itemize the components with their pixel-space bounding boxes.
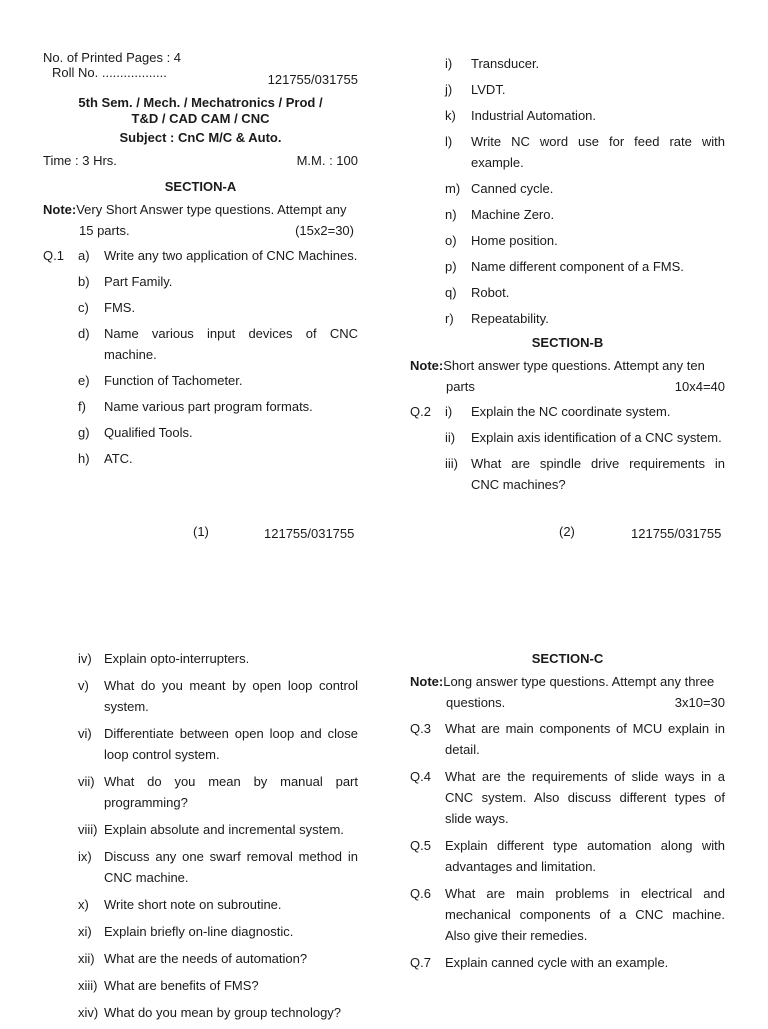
item-text: Name various input devices of CNC machine.	[104, 326, 358, 362]
item-label: q)	[445, 285, 457, 300]
course-line-1: 5th Sem. / Mech. / Mechatronics / Prod /	[78, 95, 323, 110]
item-text: Qualified Tools.	[104, 425, 193, 440]
page-number-2: (2)	[559, 524, 575, 539]
question-number: Q.3	[410, 721, 431, 736]
item-label: vi)	[78, 726, 92, 741]
question-2-item	[410, 401, 725, 422]
section-c-title: SECTION-C	[531, 651, 604, 666]
item-text: Canned cycle.	[471, 181, 554, 196]
item-label: j)	[445, 82, 453, 97]
note-marks: 10x4=40	[674, 379, 725, 394]
item-text: Machine Zero.	[471, 207, 555, 222]
question-number: Q.7	[410, 955, 431, 970]
item-text: Discuss any one swarf removal method in CNC machine.	[104, 849, 358, 885]
item-label: b)	[78, 274, 90, 289]
list-item	[445, 282, 725, 303]
item-label: vii)	[78, 774, 95, 789]
question-item	[410, 952, 725, 973]
item-label: k)	[445, 108, 456, 123]
roll-no: Roll No. ..................	[52, 65, 167, 80]
footer-code-2: 121755/031755	[631, 526, 722, 541]
item-text: Write short note on subroutine.	[104, 897, 282, 912]
footer-code-1: 121755/031755	[264, 526, 355, 541]
section-a-title: SECTION-A	[164, 179, 237, 194]
list-item	[78, 675, 358, 717]
list-item	[78, 975, 358, 996]
list-item	[445, 178, 725, 199]
question-number: Q.2	[410, 404, 431, 419]
course-title	[43, 95, 358, 127]
note-marks: (15x2=30)	[295, 223, 354, 238]
item-text: ATC.	[104, 451, 133, 466]
item-label: a)	[78, 248, 90, 263]
item-label: r)	[445, 311, 454, 326]
item-text: Name different component of a FMS.	[471, 259, 684, 274]
item-label: iii)	[445, 456, 458, 471]
item-text: What are spindle drive requirements in CNC machines?	[471, 456, 725, 492]
list-item	[78, 1002, 358, 1023]
item-text: What do you meant by open loop control system.	[104, 678, 358, 714]
item-text: FMS.	[104, 300, 136, 315]
page-2	[410, 53, 725, 500]
question-item	[410, 835, 725, 877]
item-text: Explain opto-interrupters.	[104, 651, 250, 666]
list-item	[78, 648, 358, 669]
question-text: Explain canned cycle with an example.	[445, 955, 669, 970]
time: Time : 3 Hrs.	[43, 153, 117, 168]
item-label: iv)	[78, 651, 92, 666]
list-item	[445, 230, 725, 251]
list-item	[78, 422, 358, 443]
note-text: Very Short Answer type questions. Attempt any	[76, 202, 347, 217]
note-text: Long answer type questions. Attempt any three	[443, 674, 715, 689]
page-number-1: (1)	[193, 524, 209, 539]
question-item	[410, 766, 725, 829]
item-text: Home position.	[471, 233, 558, 248]
list-item	[78, 396, 358, 417]
list-item	[78, 921, 358, 942]
item-label: o)	[445, 233, 457, 248]
item-label: f)	[78, 399, 86, 414]
list-item	[445, 256, 725, 277]
question-item	[410, 883, 725, 946]
list-item	[78, 323, 358, 365]
list-item	[445, 453, 725, 495]
item-label: xi)	[78, 924, 92, 939]
section-b-note	[410, 355, 725, 376]
item-text: Explain the NC coordinate system.	[471, 404, 671, 419]
question-number: Q.1	[43, 248, 64, 263]
list-item	[78, 271, 358, 292]
section-c-note	[410, 671, 725, 692]
note-cont: questions.	[446, 695, 506, 710]
item-text: Function of Tachometer.	[104, 373, 243, 388]
item-text: Explain axis identification of a CNC system.	[471, 430, 722, 445]
item-text: What do you mean by group technology?	[104, 1005, 342, 1020]
item-text: What are the needs of automation?	[104, 951, 308, 966]
item-label: v)	[78, 678, 89, 693]
item-text: What are benefits of FMS?	[104, 978, 259, 993]
list-item	[445, 427, 725, 448]
page-4	[410, 648, 725, 979]
item-label: ix)	[78, 849, 92, 864]
item-label: i)	[445, 56, 453, 71]
item-text: Explain absolute and incremental system.	[104, 822, 344, 837]
note-label: Note:	[43, 202, 77, 217]
item-label: viii)	[78, 822, 98, 837]
item-label: g)	[78, 425, 90, 440]
item-label: c)	[78, 300, 89, 315]
question-number: Q.4	[410, 769, 431, 784]
question-text: What are main components of MCU explain in detail.	[445, 721, 725, 757]
section-a-note	[43, 199, 358, 220]
note-marks: 3x10=30	[674, 695, 725, 710]
item-label: xiii)	[78, 978, 98, 993]
item-text: Industrial Automation.	[471, 108, 597, 123]
item-label: i)	[445, 404, 453, 419]
item-label: xii)	[78, 951, 95, 966]
list-item	[445, 79, 725, 100]
item-text: Explain briefly on-line diagnostic.	[104, 924, 294, 939]
list-item	[445, 131, 725, 173]
page-1	[43, 50, 358, 474]
item-text: Write NC word use for feed rate with example.	[471, 134, 725, 170]
list-item	[78, 846, 358, 888]
item-label: d)	[78, 326, 90, 341]
item-label: l)	[445, 134, 453, 149]
item-text: Repeatability.	[471, 311, 549, 326]
page-3	[43, 648, 358, 1029]
item-text: Part Family.	[104, 274, 173, 289]
list-item	[78, 894, 358, 915]
printed-pages: No. of Printed Pages : 4	[43, 50, 182, 65]
question-number: Q.6	[410, 886, 431, 901]
question-item	[410, 718, 725, 760]
course-line-2: T&D / CAD CAM / CNC	[131, 111, 270, 126]
item-label: ii)	[445, 430, 456, 445]
item-label: h)	[78, 451, 90, 466]
section-b-title: SECTION-B	[531, 335, 604, 350]
question-text: Explain different type automation along with advantages and limitation.	[445, 838, 725, 874]
item-text: What do you mean by manual part programming?	[104, 774, 358, 810]
question-number: Q.5	[410, 838, 431, 853]
item-label: x)	[78, 897, 89, 912]
list-item	[78, 948, 358, 969]
item-text: Robot.	[471, 285, 510, 300]
item-text: Write any two application of CNC Machines.	[104, 248, 358, 263]
item-text: LVDT.	[471, 82, 506, 97]
question-text: What are main problems in electrical and mechanical components of a CNC machine. Also give their remedies.	[445, 886, 725, 943]
item-label: xiv)	[78, 1005, 99, 1020]
item-label: p)	[445, 259, 457, 274]
list-item	[445, 53, 725, 74]
item-text: Transducer.	[471, 56, 540, 71]
item-text: Name various part program formats.	[104, 399, 313, 414]
list-item	[445, 308, 725, 329]
list-item	[78, 819, 358, 840]
note-label: Note:	[410, 358, 444, 373]
item-label: n)	[445, 207, 457, 222]
paper-code: 121755/031755	[267, 72, 358, 87]
list-item	[78, 297, 358, 318]
item-label: m)	[445, 181, 461, 196]
note-text: Short answer type questions. Attempt any ten	[443, 358, 705, 373]
question-text: What are the requirements of slide ways in a CNC system. Also discuss different types of slide ways.	[445, 769, 725, 826]
list-item	[78, 723, 358, 765]
subject: Subject : CnC M/C & Auto.	[119, 130, 282, 145]
max-marks: M.M. : 100	[296, 153, 358, 168]
item-label: e)	[78, 373, 90, 388]
list-item	[445, 105, 725, 126]
note-cont: 15 parts.	[79, 223, 130, 238]
item-text: Differentiate between open loop and close loop control system.	[104, 726, 358, 762]
question-1-item	[43, 245, 358, 266]
note-cont: parts	[446, 379, 475, 394]
list-item	[78, 771, 358, 813]
note-label: Note:	[410, 674, 444, 689]
list-item	[78, 448, 358, 469]
list-item	[445, 204, 725, 225]
list-item	[78, 370, 358, 391]
